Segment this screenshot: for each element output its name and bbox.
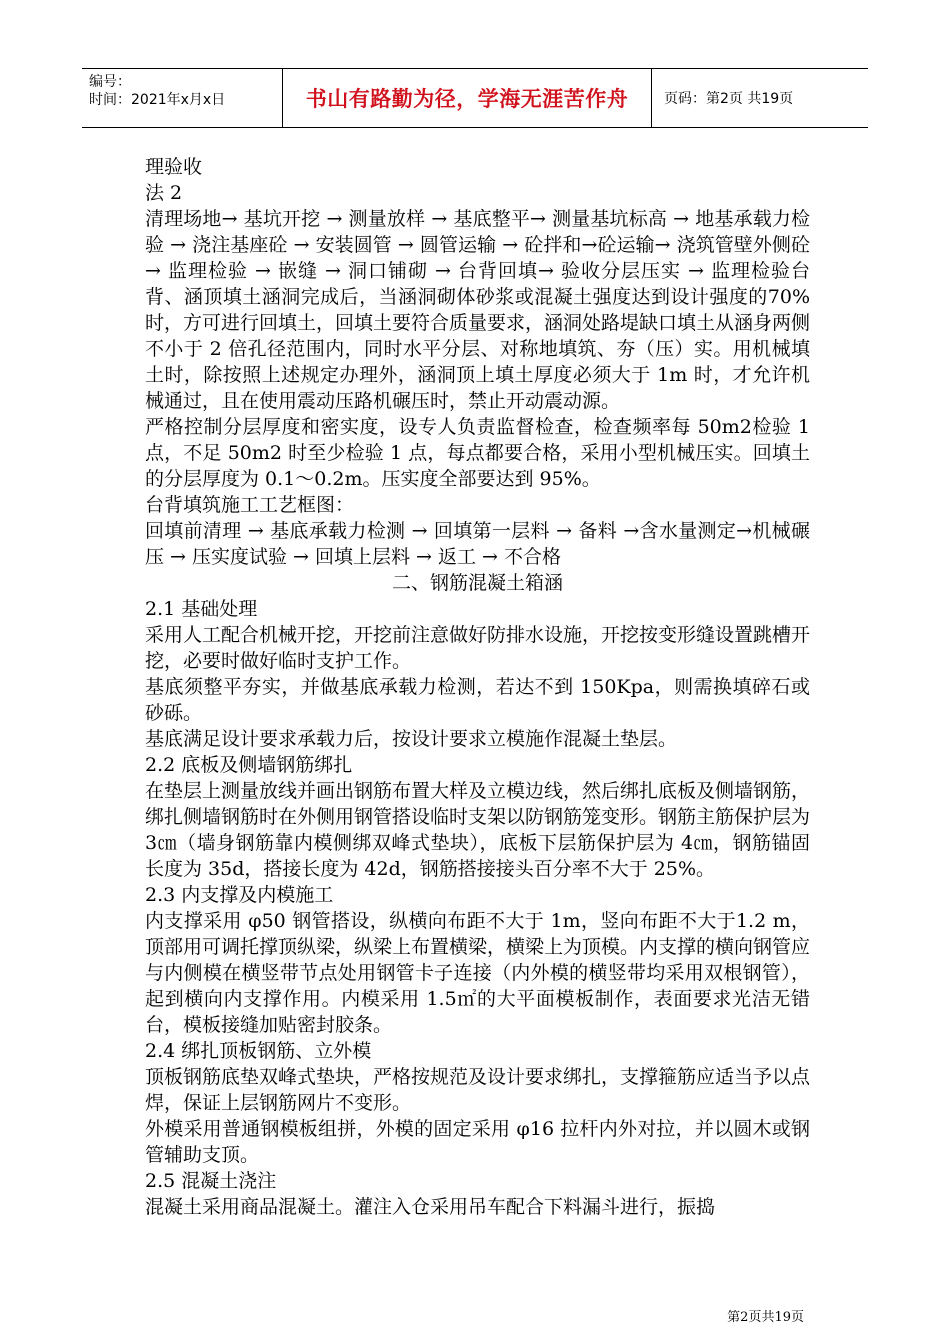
body-paragraph: 严格控制分层厚度和密实度，设专人负责监督检查，检查频率每 50m2检验 1 点，不足 50m2 时至少检验 1 点，每点都要合格，采用小型机械压实。回填土的分层厚度为 0.1～0.2m。压实度全部要达到 95%。	[145, 416, 810, 490]
body-paragraph: 混凝土采用商品混凝土。灌注入仓采用吊车配合下料漏斗进行，振捣	[145, 1196, 716, 1218]
document-number-label: 编号：	[89, 74, 131, 90]
header-page-info: 页码：第2页 共19页	[664, 91, 794, 107]
header-motto-cell	[282, 69, 652, 127]
page-footer: 第2页共19页	[727, 1310, 804, 1325]
section-heading: 二、钢筋混凝土箱涵	[391, 572, 563, 594]
subsection-heading: 2.2 底板及侧墙钢筋绑扎	[145, 754, 353, 776]
process-flow-paragraph: 回填前清理 → 基底承载力检测 → 回填第一层料 → 备料 →含水量测定→机械碾压 → 压实度试验 → 回填上层料 → 返工 → 不合格	[145, 520, 810, 568]
header-meta	[82, 69, 282, 127]
body-paragraph: 外模采用普通钢模板组拼，外模的固定采用 φ16 拉杆内外对拉，并以圆木或钢管辅助支顶。	[145, 1118, 810, 1166]
page-header	[82, 68, 868, 128]
body-line: 台背填筑施工工艺框图：	[145, 494, 355, 516]
body-line: 法 2	[145, 182, 183, 204]
subsection-heading: 2.1 基础处理	[145, 598, 258, 620]
subsection-heading: 2.5 混凝土浇注	[145, 1170, 277, 1192]
document-time-label: 时间：2021年x月x日	[89, 92, 226, 108]
subsection-heading: 2.4 绑扎顶板钢筋、立外模	[145, 1040, 372, 1062]
body-paragraph: 基底须整平夯实，并做基底承载力检测，若达不到 150Kpa，则需换填碎石或砂砾。	[145, 676, 810, 724]
body-paragraph: 在垫层上测量放线并画出钢筋布置大样及立模边线，然后绑扎底板及侧墙钢筋，绑扎侧墙钢筋时在外侧用钢管搭设临时支架以防钢筋笼变形。钢筋主筋保护层为 3㎝（墙身钢筋靠内模侧绑双峰式垫块），底板下层筋保护层为 4㎝，钢筋锚固长度为 35d，搭接长度为 42d，钢筋搭接接头百分率不大于 25%。	[145, 780, 811, 880]
subsection-heading: 2.3 内支撑及内模施工	[145, 884, 334, 906]
process-flow-paragraph: 清理场地→ 基坑开挖 → 测量放样 → 基底整平→ 测量基坑标高 → 地基承载力检验 → 浇注基座砼 → 安装圆管 → 圆管运输 → 砼拌和→砼运输→ 浇筑管壁外侧砼 → 监理检验 → 嵌缝 → 洞口铺砌 → 台背回填→ 验收分层压实 → 监理检验台背、涵顶填土涵洞完成后，当涵洞砌体砂浆或混凝土强度达到设计强度的70%时，方可进行回填土，回填土要符合质量要求，涵洞处路堤缺口填土从涵身两侧不小于 2 倍孔径范围内，同时水平分层、对称地填筑、夯（压）实。用机械填土时，除按照上述规定办理外，涵洞顶上填土厚度必须大于 1m 时，才允许机械通过，且在使用震动压路机碾压时，禁止开动震动源。	[145, 208, 811, 412]
header-motto: 书山有路勤为径，学海无涯苦作舟	[305, 87, 629, 111]
header-page-cell	[652, 69, 868, 127]
body-line: 理验收	[145, 156, 203, 178]
body-paragraph: 采用人工配合机械开挖，开挖前注意做好防排水设施，开挖按变形缝设置跳槽开挖，必要时做好临时支护工作。	[145, 624, 811, 672]
body-paragraph: 顶板钢筋底垫双峰式垫块，严格按规范及设计要求绑扎，支撑箍筋应适当予以点焊，保证上层钢筋网片不变形。	[145, 1066, 811, 1114]
body-paragraph: 内支撑采用 φ50 钢管搭设，纵横向布距不大于 1m，竖向布距不大于1.2 m，顶部用可调托撑顶纵梁，纵梁上布置横梁，横梁上为顶模。内支撑的横向钢管应与内侧模在横竖带节点处用钢管卡子连接（内外模的横竖带均采用双根钢管），起到横向内支撑作用。内模采用 1.5㎡的大平面模板制作，表面要求光洁无错台，模板接缝加贴密封胶条。	[145, 910, 811, 1036]
document-body	[145, 154, 810, 1220]
body-paragraph: 基底满足设计要求承载力后，按设计要求立模施作混凝土垫层。	[145, 728, 678, 750]
